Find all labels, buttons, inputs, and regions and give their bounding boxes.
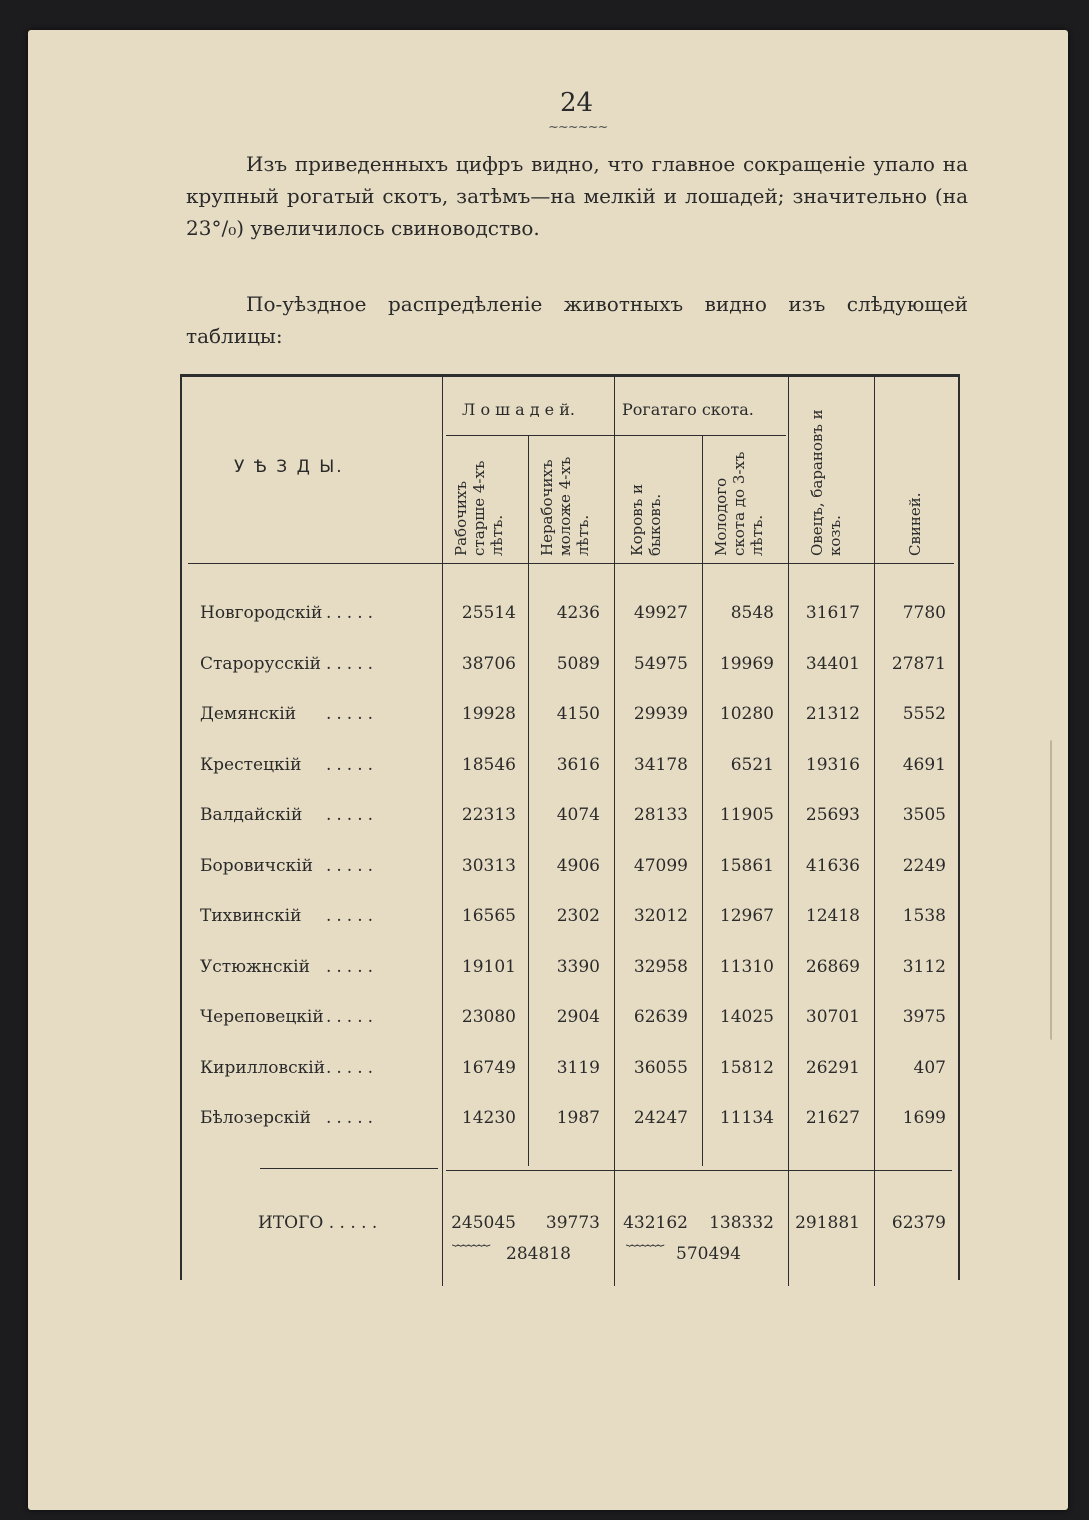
table-cell: 2302 <box>556 906 600 926</box>
paragraph-summary: Изъ приведенныхъ цифръ видно, что главное сокращеніе упало на крупный рогатый скотъ, затѣмъ—на мелкій и лошадей; значительно (на 23°/₀) увеличилось свиноводство. <box>186 152 968 240</box>
leader-dots: ..... <box>326 754 379 775</box>
col-header-working-horses: Рабочихъ старше 4-хъ лѣтъ. <box>452 460 506 556</box>
table-cell: 25514 <box>461 603 516 623</box>
district-name: Демянскій <box>200 704 297 724</box>
table-cell: 36055 <box>633 1057 688 1078</box>
table-cell: 26291 <box>805 1057 860 1078</box>
table-cell: 32012 <box>633 906 688 926</box>
table-cell: 1987 <box>556 1108 600 1128</box>
table-cell: 3119 <box>556 1057 600 1078</box>
table-cell: 14025 <box>719 1007 774 1027</box>
table-cell: 8548 <box>730 603 774 623</box>
district-name: Крестецкій <box>200 754 302 775</box>
table-cell: 27871 <box>891 653 946 674</box>
table-cell: 31617 <box>805 603 860 623</box>
table-cell: 4074 <box>556 805 600 825</box>
table-cell: 11134 <box>719 1108 774 1128</box>
table-cell: 6521 <box>730 754 774 775</box>
table-cell: 22313 <box>461 805 516 825</box>
table-cell: 30701 <box>805 1007 860 1027</box>
table-cell: 11310 <box>719 956 774 977</box>
table-cell: 16749 <box>461 1057 516 1078</box>
total-young-horses: 39773 <box>545 1213 600 1233</box>
table-cell: 10280 <box>719 704 774 724</box>
table-cell: 4236 <box>556 603 600 623</box>
col-header-young-cattle: Молодого скота до 3-хъ лѣтъ. <box>712 451 766 556</box>
table-cell: 28133 <box>633 805 688 825</box>
col-divider <box>442 376 443 1286</box>
horses-sum-brace: ⏟⏟⏟⏟⏟⏟⏟ <box>452 1232 489 1246</box>
district-name: Кирилловскій <box>200 1057 326 1078</box>
page-number-ornament: ~~~~~~ <box>548 120 608 135</box>
table-cell: 24247 <box>633 1108 688 1128</box>
paragraph-table-intro: По-уѣздное распредѣленіе животныхъ видно изъ слѣдующей таблицы: <box>186 292 968 348</box>
table-cell: 12967 <box>719 906 774 926</box>
table-cell: 34401 <box>805 653 860 674</box>
table-cell: 407 <box>913 1057 946 1078</box>
col-divider <box>874 376 875 1286</box>
table-top-rule <box>180 374 960 377</box>
table-cell: 11905 <box>719 805 774 825</box>
page-binding-thread <box>1050 740 1086 1040</box>
table-cell: 26869 <box>805 956 860 977</box>
table-cell: 2249 <box>902 855 946 876</box>
district-name: Бѣлозерскій <box>200 1108 311 1128</box>
total-pigs: 62379 <box>891 1213 946 1233</box>
table-cell: 25693 <box>805 805 860 825</box>
table-cell: 19969 <box>719 653 774 674</box>
table-left-rule <box>180 376 182 1280</box>
col-header-young-horses: Нерабочихъ моложе 4-хъ лѣтъ. <box>538 456 592 556</box>
table-cell: 21312 <box>805 704 860 724</box>
district-name: Тихвинскій <box>200 906 302 926</box>
districts-header: У Ѣ З Д Ы. <box>234 457 344 477</box>
leader-dots: ..... <box>326 1007 379 1027</box>
table-cell: 3505 <box>902 805 946 825</box>
table-cell: 4906 <box>556 855 600 876</box>
table-cell: 4691 <box>902 754 946 775</box>
col-divider <box>788 376 789 1286</box>
table-cell: 19316 <box>805 754 860 775</box>
table-cell: 29939 <box>633 704 688 724</box>
district-name: Устюжнскій <box>200 956 310 977</box>
col-header-sheep-goats: Овецъ, барановъ и козъ. <box>808 409 844 556</box>
table-cell: 3112 <box>902 956 946 977</box>
col-header-cows-bulls: Коровъ и быковъ. <box>628 483 664 556</box>
total-sheep-goats: 291881 <box>795 1213 860 1233</box>
group-header-rule <box>446 435 786 436</box>
total-working-horses: 245045 <box>451 1213 516 1233</box>
district-name: Старорусскій <box>200 653 321 674</box>
table-cell: 19101 <box>461 956 516 977</box>
col-header-pigs: Свиней. <box>906 492 924 556</box>
leader-dots: ..... <box>326 704 379 724</box>
total-rule <box>260 1168 438 1169</box>
cattle-group-header: Рогатаго скота. <box>622 400 754 419</box>
leader-dots: ..... <box>326 906 379 926</box>
table-right-rule <box>958 376 960 1280</box>
table-cell: 62639 <box>633 1007 688 1027</box>
table-cell: 3390 <box>556 956 600 977</box>
total-young-cattle: 138332 <box>709 1213 774 1233</box>
col-divider <box>528 436 529 1166</box>
table-cell: 34178 <box>633 754 688 775</box>
total-rule <box>446 1170 952 1171</box>
col-divider <box>614 376 615 1286</box>
table-cell: 47099 <box>633 855 688 876</box>
table-cell: 23080 <box>461 1007 516 1027</box>
cattle-sum: 570494 <box>676 1244 741 1264</box>
table-cell: 5089 <box>556 653 600 674</box>
table-cell: 12418 <box>805 906 860 926</box>
table-cell: 3616 <box>556 754 600 775</box>
header-bottom-rule <box>188 563 954 564</box>
leader-dots: ..... <box>326 855 379 876</box>
table-cell: 38706 <box>461 653 516 674</box>
table-cell: 54975 <box>633 653 688 674</box>
table-cell: 1538 <box>902 906 946 926</box>
table-cell: 2904 <box>556 1007 600 1027</box>
district-name: Боровичскій <box>200 855 313 876</box>
table-cell: 14230 <box>461 1108 516 1128</box>
col-divider <box>702 436 703 1166</box>
table-cell: 5552 <box>902 704 946 724</box>
leader-dots: ..... <box>326 1108 379 1128</box>
table-cell: 4150 <box>556 704 600 724</box>
district-name: Валдайскій <box>200 805 303 825</box>
page-number: 24 <box>560 88 594 118</box>
leader-dots: ..... <box>326 1057 379 1078</box>
leader-dots: ..... <box>326 805 379 825</box>
horses-group-header: Л о ш а д е й. <box>462 400 575 419</box>
table-cell: 3975 <box>902 1007 946 1027</box>
table-cell: 18546 <box>461 754 516 775</box>
leader-dots: ..... <box>326 603 379 623</box>
table-cell: 1699 <box>902 1108 946 1128</box>
total-cows-bulls: 432162 <box>623 1213 688 1233</box>
leader-dots: ..... <box>326 956 379 977</box>
horses-sum: 284818 <box>506 1244 571 1264</box>
table-cell: 30313 <box>461 855 516 876</box>
total-label: ИТОГО . . . . . <box>258 1213 378 1233</box>
table-cell: 16565 <box>461 906 516 926</box>
cattle-sum-brace: ⏟⏟⏟⏟⏟⏟⏟ <box>626 1232 663 1246</box>
district-name: Череповецкій <box>200 1007 324 1027</box>
table-cell: 32958 <box>633 956 688 977</box>
leader-dots: ..... <box>326 653 379 674</box>
district-name: Новгородскій <box>200 603 323 623</box>
table-cell: 49927 <box>633 603 688 623</box>
table-cell: 19928 <box>461 704 516 724</box>
table-cell: 41636 <box>805 855 860 876</box>
table-cell: 7780 <box>902 603 946 623</box>
table-cell: 15812 <box>719 1057 774 1078</box>
table-cell: 15861 <box>719 855 774 876</box>
table-cell: 21627 <box>805 1108 860 1128</box>
